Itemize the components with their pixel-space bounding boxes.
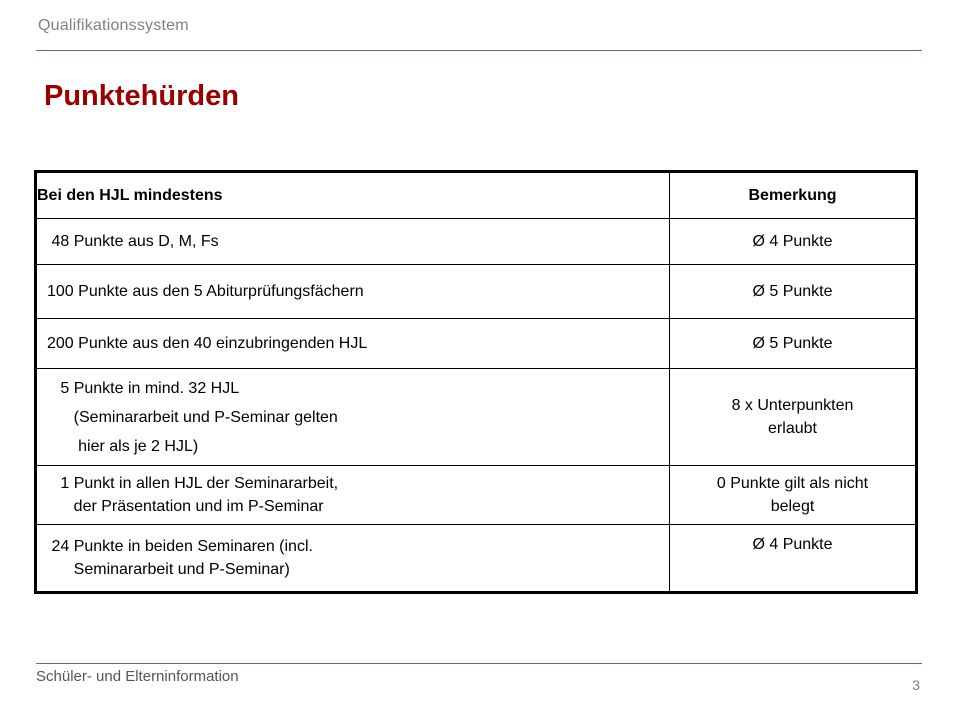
header-remark: Bemerkung xyxy=(670,172,917,219)
remark-cell xyxy=(670,525,917,593)
slide-title: Punktehürden xyxy=(44,80,239,112)
requirement-text: 1 Punkt in allen HJL der Seminararbeit, der Präsentation und im P-Seminar xyxy=(60,475,339,515)
remark-cell xyxy=(670,369,917,466)
remark-text: Ø 4 Punkte xyxy=(752,233,833,250)
table-row xyxy=(36,525,917,593)
point-hurdles-table xyxy=(34,170,918,594)
requirement-text: 24 Punkte in beiden Seminaren (incl. Seminararbeit und P-Seminar) xyxy=(51,538,313,578)
table-row xyxy=(36,319,917,369)
requirement-cell xyxy=(36,219,670,265)
table-row xyxy=(36,219,917,265)
table-header-row xyxy=(36,172,917,219)
requirement-text: 100 Punkte aus den 5 Abiturprüfungsfächern xyxy=(47,283,364,300)
remark-cell xyxy=(670,265,917,319)
remark-text: Ø 5 Punkte xyxy=(752,283,833,300)
requirement-cell xyxy=(36,369,670,466)
section-label: Qualifikationssystem xyxy=(38,17,189,34)
remark-cell xyxy=(670,466,917,525)
page-number: 3 xyxy=(912,677,920,693)
requirement-cell xyxy=(36,466,670,525)
footer-divider xyxy=(36,663,922,664)
table-row xyxy=(36,369,917,466)
header-divider xyxy=(36,50,922,51)
requirement-cell xyxy=(36,525,670,593)
remark-text: 0 Punkte gilt als nicht belegt xyxy=(716,475,869,515)
table-row xyxy=(36,466,917,525)
remark-text: Ø 4 Punkte xyxy=(752,536,833,553)
footer-text: Schüler- und Elterninformation xyxy=(36,668,239,685)
remark-text: Ø 5 Punkte xyxy=(752,335,833,352)
table-row xyxy=(36,265,917,319)
requirement-text: 200 Punkte aus den 40 einzubringenden HJL xyxy=(47,335,368,352)
requirement-cell xyxy=(36,265,670,319)
requirement-text: 5 Punkte in mind. 32 HJL (Seminararbeit und P-Seminar gelten hier als je 2 HJL) xyxy=(60,379,338,455)
remark-text: 8 x Unterpunkten erlaubt xyxy=(731,397,854,437)
remark-cell xyxy=(670,319,917,369)
requirement-text: 48 Punkte aus D, M, Fs xyxy=(47,233,219,250)
header-requirement: Bei den HJL mindestens xyxy=(36,172,670,219)
remark-cell xyxy=(670,219,917,265)
requirement-cell xyxy=(36,319,670,369)
